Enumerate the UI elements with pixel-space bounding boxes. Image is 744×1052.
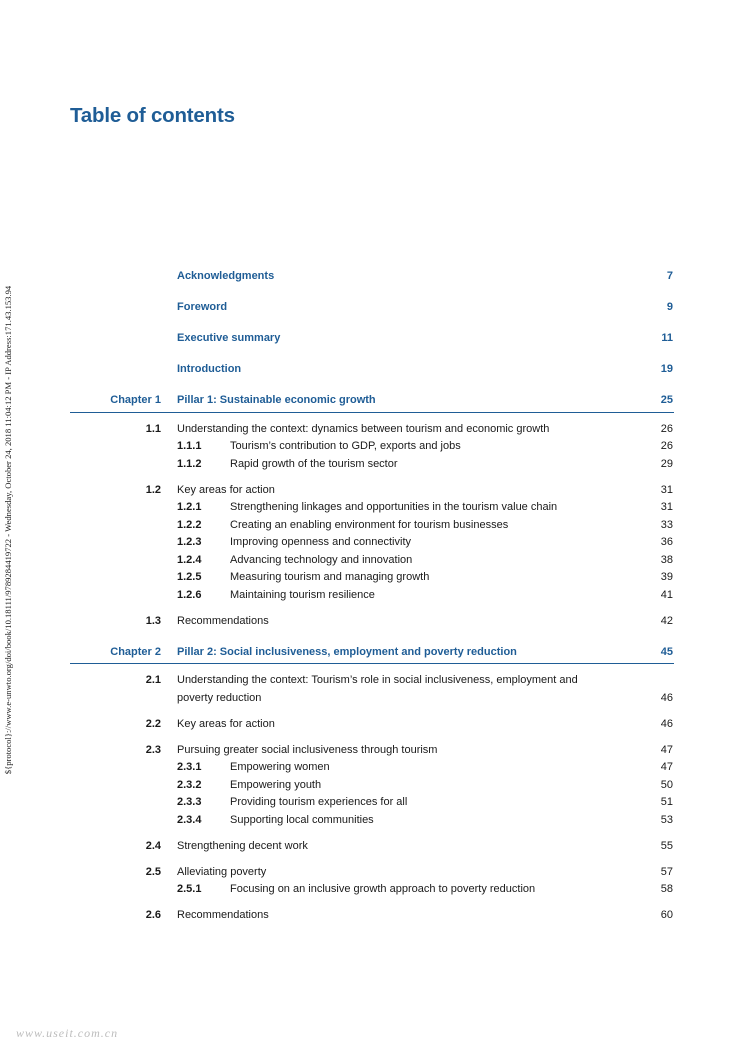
section-title: Strengthening decent work — [177, 839, 308, 852]
chapter-heading[interactable] — [70, 392, 674, 413]
subsection-page: 51 — [660, 796, 673, 808]
chapter-title: Pillar 2: Social inclusiveness, employment and poverty reduction — [177, 645, 517, 658]
subsection-number: 2.3.1 — [177, 761, 202, 773]
subsection-page: 53 — [660, 813, 673, 826]
section-entry[interactable] — [70, 613, 674, 631]
subsection-entry[interactable] — [70, 517, 674, 535]
subsection-entry[interactable] — [70, 456, 674, 474]
subsection-entry[interactable] — [70, 438, 674, 456]
subsection-entry[interactable] — [70, 587, 674, 605]
section-number: 1.1 — [145, 422, 161, 435]
chapter-page: 45 — [660, 645, 673, 658]
section-title: Alleviating poverty — [177, 865, 267, 878]
section-entry[interactable] — [70, 838, 674, 856]
section-title: Pursuing greater social inclusiveness through tourism — [177, 743, 438, 756]
chapter-title: Pillar 1: Sustainable economic growth — [177, 394, 376, 406]
subsection-page: 36 — [660, 536, 673, 548]
front-matter-list — [70, 268, 674, 379]
subsection-number: 2.3.4 — [177, 813, 202, 826]
section-number: 1.3 — [145, 614, 161, 627]
subsection-entry[interactable] — [70, 759, 674, 777]
subsection-entry[interactable] — [70, 569, 674, 587]
section-entry[interactable] — [70, 742, 674, 760]
subsection-number: 1.2.1 — [177, 501, 202, 513]
section-page: 47 — [660, 743, 673, 756]
subsection-page: 47 — [660, 761, 673, 773]
subsection-page: 50 — [660, 778, 673, 791]
subsection-title: Supporting local communities — [230, 813, 374, 826]
section-title: Recommendations — [177, 909, 269, 921]
side-access-text: ${protocol}://www.e-unwto.org/doi/book/10.18111/9789284419722 - Wednesday, October 24, 2018 11:04:12 PM - IP Address:171.43.153.94 — [3, 285, 13, 775]
toc-entry-title: Executive summary — [177, 332, 281, 344]
chapter-heading[interactable] — [70, 644, 674, 665]
subsection-entry[interactable] — [70, 812, 674, 830]
toc-entry[interactable] — [70, 330, 674, 348]
section-number: 2.6 — [145, 909, 161, 921]
subsection-page: 58 — [660, 883, 673, 895]
subsection-title: Providing tourism experiences for all — [230, 796, 408, 808]
subsection-number: 1.1.2 — [177, 457, 202, 470]
section-entry[interactable] — [70, 716, 674, 734]
section-title: Key areas for action — [177, 717, 275, 730]
section-number: 2.1 — [145, 674, 161, 686]
section-number: 2.4 — [145, 839, 161, 852]
subsection-entry[interactable] — [70, 881, 674, 899]
toc-entry-page: 7 — [666, 270, 673, 282]
subsection-page: 38 — [660, 553, 673, 566]
subsection-number: 1.2.6 — [177, 588, 202, 601]
section-page: 31 — [660, 483, 673, 496]
toc-entry-page: 19 — [660, 363, 673, 375]
section-title: Understanding the context: dynamics between tourism and economic growth — [177, 422, 550, 435]
subsection-page: 33 — [660, 518, 673, 531]
section-number: 2.3 — [145, 743, 161, 756]
toc-entry-title: Foreword — [177, 301, 228, 313]
section-number: 2.2 — [145, 717, 161, 730]
subsection-page: 39 — [660, 571, 673, 583]
table-of-contents — [70, 268, 674, 938]
subsection-entry[interactable] — [70, 499, 674, 517]
subsection-title: Strengthening linkages and opportunities in the tourism value chain — [230, 501, 558, 513]
subsection-entry[interactable] — [70, 794, 674, 812]
subsection-number: 1.2.2 — [177, 518, 202, 531]
subsection-title: Creating an enabling environment for tourism businesses — [230, 518, 509, 531]
subsection-number: 2.3.3 — [177, 796, 202, 808]
section-entry[interactable] — [70, 482, 674, 500]
section-page: 46 — [660, 717, 673, 730]
section-page: 60 — [660, 909, 673, 921]
chapter-list — [70, 392, 674, 925]
subsection-number: 1.2.4 — [177, 553, 202, 566]
section-title: Key areas for action — [177, 483, 275, 496]
page-title: Table of contents — [70, 104, 235, 127]
section-entry[interactable] — [70, 672, 674, 707]
subsection-title: Improving openness and connectivity — [230, 536, 411, 548]
subsection-entry[interactable] — [70, 534, 674, 552]
section-page: 57 — [660, 865, 673, 878]
toc-entry-title: Acknowledgments — [177, 270, 275, 282]
subsection-number: 2.5.1 — [177, 883, 202, 895]
chapter-label: Chapter 1 — [110, 394, 161, 406]
toc-entry-title: Introduction — [177, 363, 242, 375]
section-page: 46 — [660, 691, 673, 704]
subsection-page: 26 — [660, 440, 673, 452]
subsection-number: 1.1.1 — [177, 440, 202, 452]
section-entry[interactable] — [70, 907, 674, 925]
subsection-title: Empowering women — [230, 761, 330, 773]
subsection-entry[interactable] — [70, 777, 674, 795]
section-number: 1.2 — [145, 483, 161, 496]
toc-entry-page: 11 — [661, 332, 673, 344]
subsection-number: 2.3.2 — [177, 778, 202, 791]
subsection-title: Advancing technology and innovation — [230, 553, 413, 566]
subsection-entry[interactable] — [70, 552, 674, 570]
subsection-title: Measuring tourism and managing growth — [230, 571, 430, 583]
subsection-title: Focusing on an inclusive growth approach to poverty reduction — [230, 883, 536, 895]
section-page: 42 — [660, 614, 673, 627]
section-entry[interactable] — [70, 864, 674, 882]
toc-entry[interactable] — [70, 268, 674, 286]
subsection-title: Maintaining tourism resilience — [230, 588, 375, 601]
side-access-stamp — [0, 240, 16, 820]
section-entry[interactable] — [70, 421, 674, 439]
subsection-number: 1.2.3 — [177, 536, 202, 548]
subsection-title: Empowering youth — [230, 778, 322, 791]
subsection-title: Tourism’s contribution to GDP, exports and jobs — [230, 440, 461, 452]
watermark: www.useit.com.cn — [16, 1026, 119, 1040]
subsection-title: Rapid growth of the tourism sector — [230, 457, 398, 470]
chapter-label: Chapter 2 — [110, 645, 161, 658]
subsection-page: 41 — [660, 588, 673, 601]
toc-entry-page: 9 — [666, 301, 673, 313]
section-title: Recommendations — [177, 614, 269, 627]
section-title: Understanding the context: Tourism’s role in social inclusiveness, employment and poverty reduction — [177, 674, 578, 704]
subsection-page: 29 — [660, 457, 673, 470]
subsection-page: 31 — [660, 501, 673, 513]
section-page: 26 — [660, 422, 673, 435]
toc-entry[interactable] — [70, 361, 674, 379]
subsection-number: 1.2.5 — [177, 571, 202, 583]
toc-entry[interactable] — [70, 299, 674, 317]
section-number: 2.5 — [145, 865, 161, 878]
section-page: 55 — [660, 839, 673, 852]
chapter-page: 25 — [660, 394, 673, 406]
